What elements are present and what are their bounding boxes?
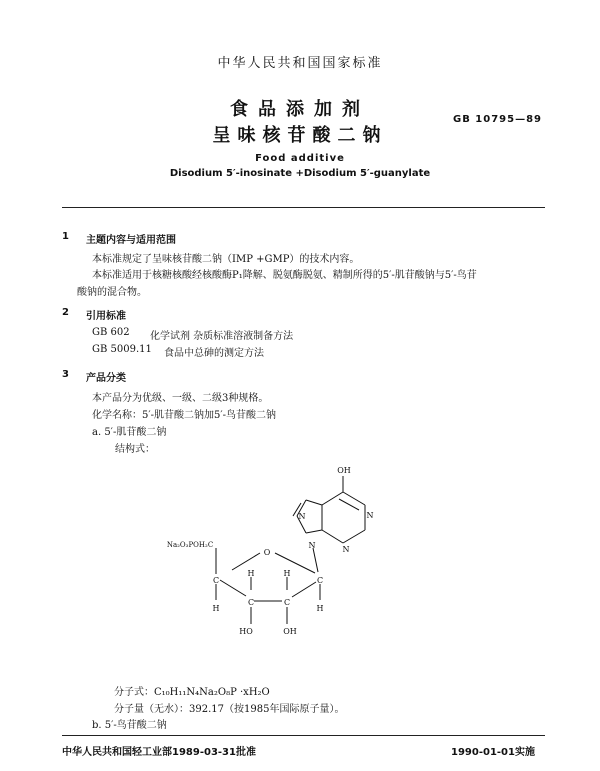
title-line1: 食品添加剂	[230, 99, 370, 120]
molecular-formula: 分子式：C₁₀H₁₁N₄Na₂O₈P ·xH₂O	[114, 687, 270, 698]
carbon-3-label: C	[247, 598, 255, 607]
section-2-number: 2	[62, 307, 69, 318]
nitrogen-3-label: N	[342, 545, 350, 554]
carbon-2-label: C	[283, 598, 291, 607]
reference-1-text: 化学试剂 杂质标准溶液制备方法	[150, 331, 294, 342]
carbon-1-label: C	[316, 576, 324, 585]
section-2-title: 引用标准	[86, 311, 126, 322]
section-3-number: 3	[62, 369, 69, 380]
section-1-paragraph-2-cont: 酸钠的混合物。	[77, 287, 147, 298]
issuing-authority: 中华人民共和国国家标准	[217, 56, 383, 71]
approval-date: 中华人民共和国轻工业部1989-03-31批准	[62, 747, 256, 758]
hydrogen-1-label: H	[316, 604, 324, 613]
reference-1-code: GB 602	[92, 327, 130, 338]
section-1-paragraph-2: 本标准适用于核糖核酸经核酸酶P₁降解、脱氨酶脱氨、精制所得的5′-肌苷酸钠与5′-鸟苷	[92, 270, 477, 281]
english-title-line1: Food additive	[255, 153, 345, 164]
implementation-date: 1990-01-01实施	[451, 747, 535, 758]
molecular-weight: 分子量（无水）：392.17（按1985年国际原子量）。	[114, 704, 345, 715]
hydroxyl-2-label: OH	[283, 627, 297, 636]
section-3-title: 产品分类	[86, 373, 126, 384]
nitrogen-7-label: N	[298, 512, 306, 521]
nitrogen-1-label: N	[366, 511, 374, 520]
hydrogen-3-label: H	[247, 569, 255, 578]
section-1-number: 1	[62, 231, 69, 242]
reference-2-code: GB 5009.11	[92, 344, 152, 355]
structure-label: 结构式：	[115, 444, 155, 455]
standard-number: GB 10795—89	[453, 114, 543, 125]
chemical-name: 化学名称：5′-肌苷酸二钠加5′-鸟苷酸二钠	[92, 410, 277, 421]
carbon-4-label: C	[212, 576, 220, 585]
reference-2-text: 食品中总砷的测定方法	[164, 348, 264, 359]
hydrogen-4-label: H	[212, 604, 220, 613]
english-title-line2: Disodium 5′-inosinate +Disodium 5′-guanylate	[169, 168, 431, 179]
section-1-paragraph-1: 本标准规定了呈味核苷酸二钠（IMP +GMP）的技术内容。	[92, 254, 360, 265]
item-b: b. 5′-鸟苷酸二钠	[92, 720, 167, 731]
phosphate-side-chain-label: Na₂O₃POH₂C	[166, 541, 214, 549]
title-line2: 呈味核苷酸二钠	[212, 125, 388, 146]
section-1-title: 主题内容与适用范围	[86, 235, 176, 246]
hydroxyl-top-label: OH	[337, 466, 351, 475]
section-3-paragraph-1: 本产品分为优级、一级、二级3种规格。	[92, 393, 269, 404]
item-a: a. 5′-肌苷酸二钠	[92, 427, 167, 438]
footer-divider	[62, 735, 545, 736]
hydroxyl-3-label: HO	[239, 627, 253, 636]
hydrogen-2-label: H	[283, 569, 291, 578]
nitrogen-9-label: N	[308, 541, 316, 550]
ring-oxygen-label: O	[263, 548, 271, 557]
